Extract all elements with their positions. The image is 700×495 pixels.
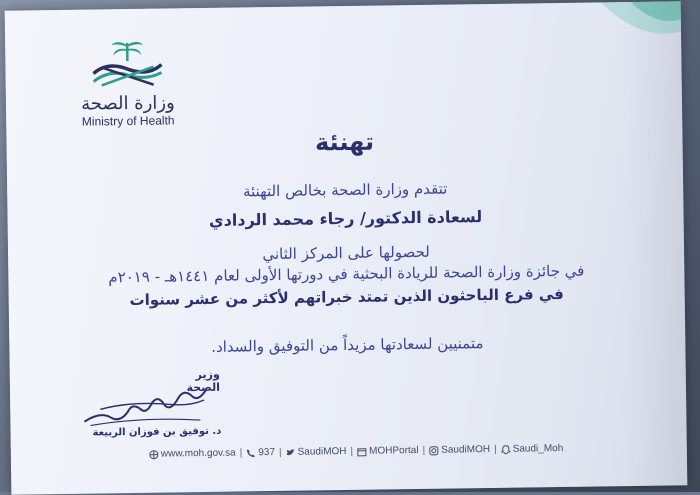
congrats-intro: تتقدم وزارة الصحة بخالص التهنئة [242,179,448,201]
snapchat-text: Saudi_Moh [512,442,564,455]
twitter-text: SaudiMOH [297,446,347,458]
certificate-title: تهنئة [314,127,375,157]
certificate-card [5,1,688,494]
phone-text: 937 [258,447,276,459]
instagram-icon [429,445,439,455]
footer-portal[interactable] [357,445,419,457]
separator: | [350,445,354,457]
separator: | [239,447,243,459]
minister-name: د. توفيق بن فوزان الربيعة [92,425,222,439]
minister-title: وزير الصحة [186,367,221,395]
footer-website[interactable] [149,448,236,460]
decorative-wave [561,1,682,73]
globe-icon [149,449,159,459]
twitter-icon [286,447,296,457]
logo-english-text: Ministry of Health [81,113,175,129]
separator: | [278,446,282,458]
footer-phone[interactable] [246,447,275,458]
palm-swords-emblem-icon [87,38,168,91]
footer-twitter[interactable] [286,446,347,458]
award-name: في جائزة وزارة الصحة للريادة البحثية في دورتها الأولى لعام ١٤٤١هـ - ٢٠١٩م [108,261,585,287]
closing-wish: متمنيين لسعادتها مزيداً من التوفيق والسداد. [211,334,484,356]
portal-icon [357,446,367,456]
phone-icon [246,448,256,458]
website-text: www.moh.gov.sa [160,447,236,460]
instagram-text: SaudiMOH [441,444,491,456]
handwritten-signature-icon [80,380,211,428]
moh-logo [57,38,198,129]
contact-footer [149,443,564,460]
separator: | [422,444,426,456]
award-category: في فرع الباحثون الذين تمتد خبراتهم لأكثر من عشر سنوات [129,284,564,310]
recipient-name: لسعادة الدكتور/ رجاء محمد الردادي [208,207,483,230]
separator: | [493,443,497,455]
award-position: لحصولها على المركز الثاني [262,242,430,264]
footer-snapchat[interactable] [501,443,564,455]
footer-instagram[interactable] [429,444,490,456]
snapchat-icon [501,444,511,454]
signature-block [80,367,222,439]
logo-arabic-text: وزارة الصحة [81,92,175,115]
portal-text: MOHPortal [369,445,419,457]
